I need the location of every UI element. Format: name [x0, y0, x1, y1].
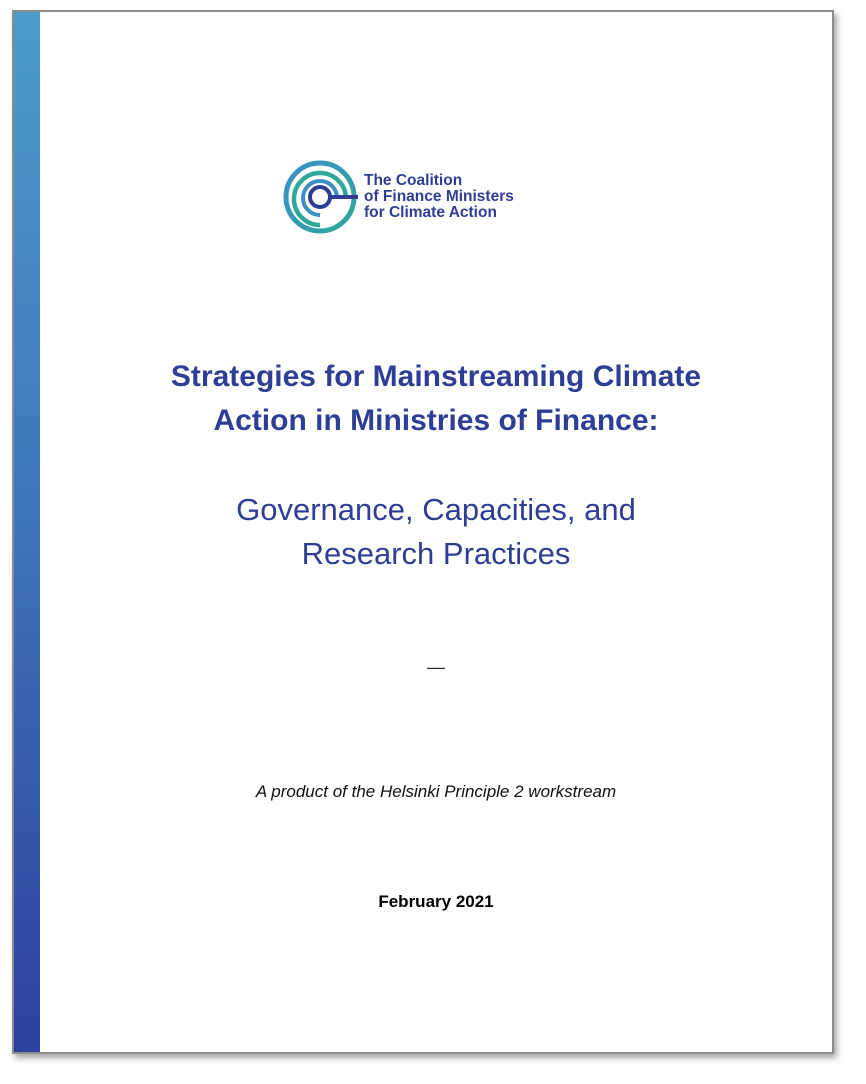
document-subtitle: [40, 488, 832, 576]
subtitle-line-2: Research Practices: [301, 536, 571, 571]
subtitle-line-1: Governance, Capacities, and: [236, 492, 636, 527]
logo-line-3: for Climate Action: [364, 204, 497, 221]
coalition-logo: [282, 157, 552, 237]
separator-dash: —: [427, 657, 445, 677]
title-line-1: Strategies for Mainstreaming Climate: [170, 360, 702, 393]
publication-date: February 2021: [378, 892, 494, 911]
title-line-2: Action in Ministries of Finance:: [213, 404, 659, 437]
coalition-circle-logo-icon: [282, 157, 362, 237]
logo-line-1: The Coalition: [364, 172, 463, 189]
document-page: [12, 10, 834, 1054]
side-color-bar: [14, 12, 40, 1052]
document-title: [40, 355, 832, 443]
workstream-tagline: A product of the Helsinki Principle 2 workstream: [255, 782, 617, 801]
logo-wordmark: [364, 173, 514, 221]
logo-line-2: of Finance Ministers: [364, 188, 514, 205]
